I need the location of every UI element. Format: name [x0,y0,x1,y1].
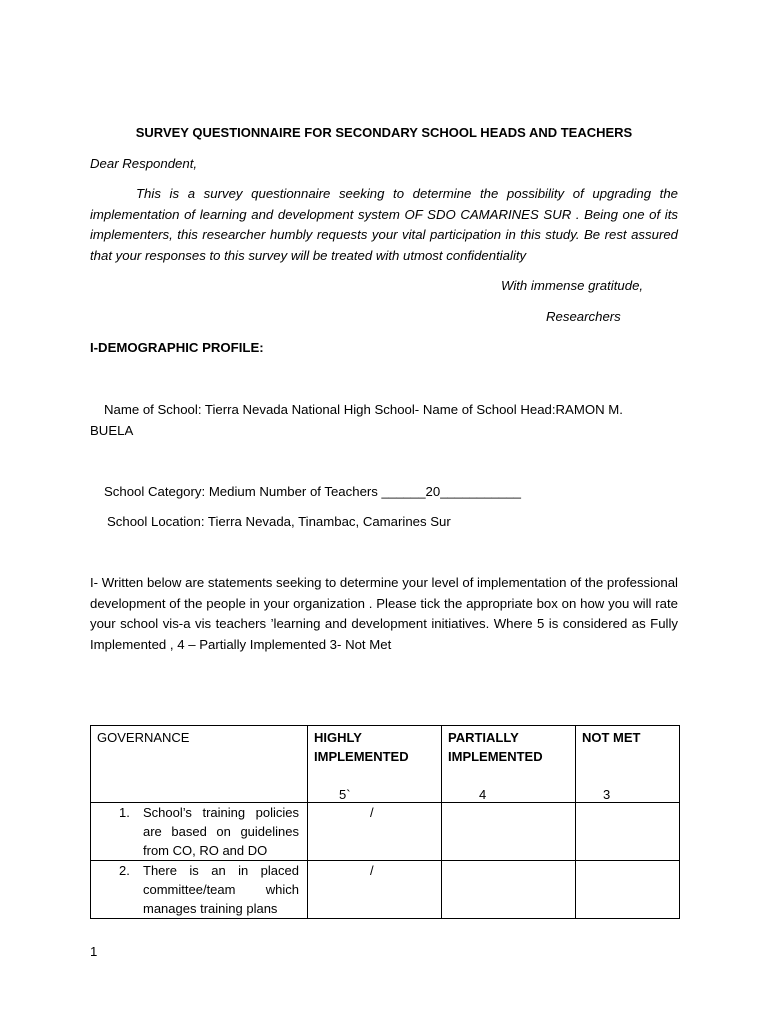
header-label: HIGHLY IMPLEMENTED [314,730,409,764]
signature: Researchers [546,309,621,324]
not-met-cell[interactable] [576,803,680,861]
closing: With immense gratitude, [501,278,644,293]
partially-implemented-cell[interactable] [442,803,576,861]
item-number: 2. [119,863,130,878]
header-label: GOVERNANCE [97,730,190,745]
item-number: 1. [119,805,130,820]
header-label: PARTIALLY IMPLEMENTED [448,730,543,764]
school-name-line: Name of School: Tierra Nevada National High School- Name of School Head:RAMON M. [104,402,623,417]
tick-mark: / [370,863,374,878]
salutation: Dear Respondent, [90,156,198,171]
table-header-row [91,726,680,803]
instructions-paragraph: I- Written below are statements seeking to determine your level of implementation of the professional development of the people in your organization . Please tick the appropriate box on how you will rate your school vis-a vis teachers ’learning and development initiatives. Where 5 is considered as Fully Implemented , 4 – Partially Implemented 3- Not Met [90,575,678,653]
not-met-cell[interactable] [576,861,680,919]
page-number: 1 [90,944,98,959]
governance-table [90,725,680,919]
school-head-line: BUELA [90,423,134,438]
header-governance [91,726,308,803]
document-title: SURVEY QUESTIONNAIRE FOR SECONDARY SCHOOL HEADS AND TEACHERS [135,125,633,140]
tick-mark: / [370,805,374,820]
header-label: NOT MET [582,730,641,745]
header-highly-implemented [308,726,442,803]
header-score: 5` [339,787,351,802]
header-not-met [576,726,680,803]
section-heading: I-DEMOGRAPHIC PROFILE: [90,340,264,355]
statement-cell [91,803,308,861]
school-category-line: School Category: Medium Number of Teachers ______20___________ [104,484,521,499]
header-score: 3 [603,787,611,802]
table-row [91,861,680,919]
highly-implemented-cell[interactable] [308,861,442,919]
statement-cell [91,861,308,919]
highly-implemented-cell[interactable] [308,803,442,861]
intro-paragraph: This is a survey questionnaire seeking to determine the possibility of upgrading the implementation of learning and development system OF SDO CAMARINES SUR . Being one of its implementers, this researcher humbly requests your vital participation in this study. Be rest assured that your responses to this survey will be treated with utmost confidentiality [90,186,678,264]
item-statement: There is an in placed committee/team which manages training plans [143,863,299,916]
item-statement: School’s training policies are based on guidelines from CO, RO and DO [143,805,299,858]
header-score: 4 [479,787,487,802]
header-partially-implemented [442,726,576,803]
school-location-line: School Location: Tierra Nevada, Tinambac, Camarines Sur [107,514,451,529]
partially-implemented-cell[interactable] [442,861,576,919]
table-row [91,803,680,861]
